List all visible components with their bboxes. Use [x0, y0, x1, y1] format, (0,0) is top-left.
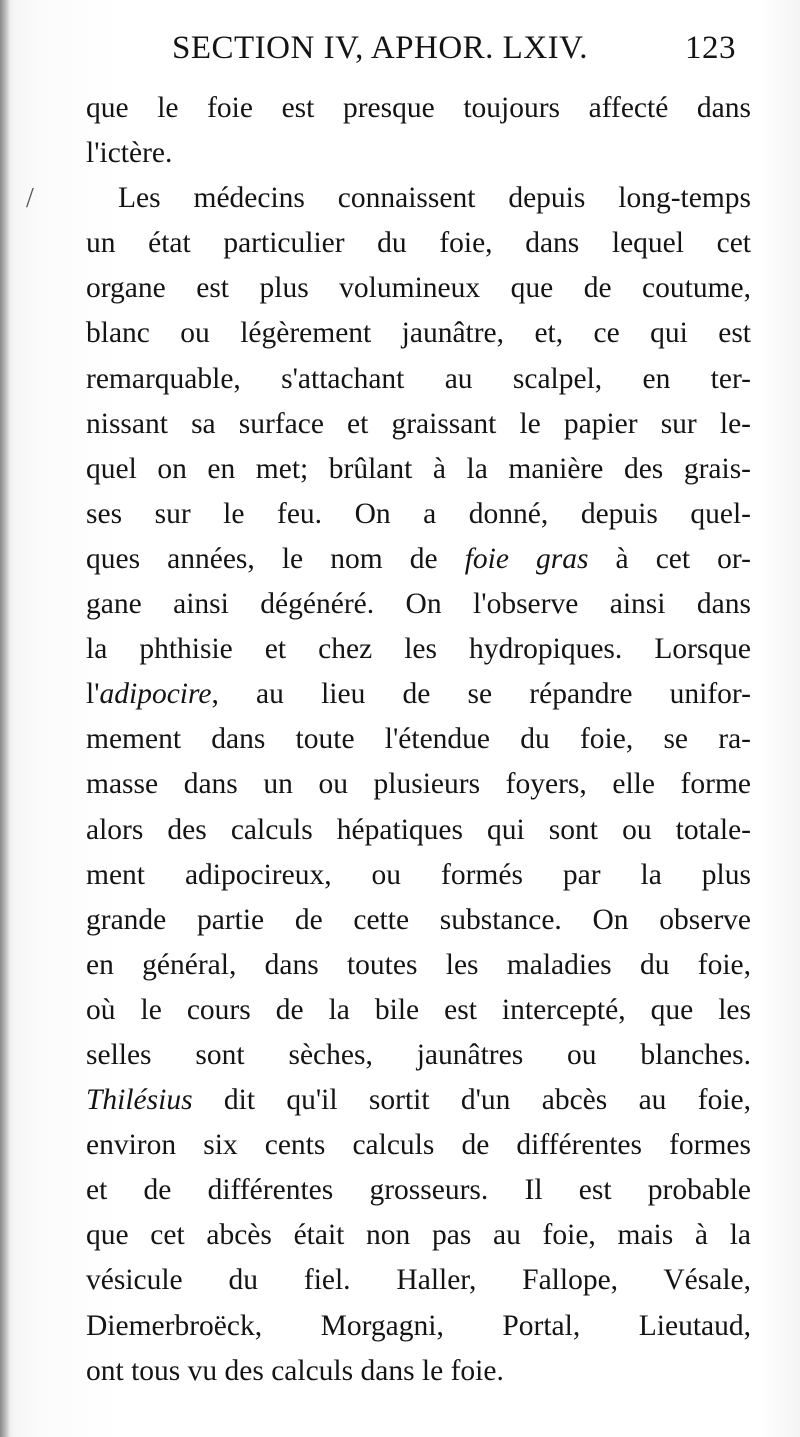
text-line [86, 582, 751, 627]
text-line [86, 1123, 751, 1168]
text-run: organe est plus volumineux que de coutume, [86, 272, 751, 305]
text-line [86, 943, 751, 988]
text-line [86, 808, 751, 853]
text-run: ses sur le feu. On a donné, depuis quel- [86, 497, 751, 530]
text-run: ques années, le nom de [86, 542, 465, 575]
text-run: selles sont sèches, jaunâtres ou blanches. [86, 1038, 751, 1071]
text-run: l'ictère. [86, 137, 173, 170]
running-head [100, 24, 750, 76]
text-line [86, 447, 751, 492]
text-line [86, 221, 751, 266]
text-line [86, 1168, 751, 1213]
text-line [86, 988, 751, 1033]
page-number: 123 [685, 30, 736, 66]
text-run: nissant sa surface et graissant le papier sur le- [86, 407, 751, 440]
text-run: Les médecins connaissent depuis long-temps [118, 182, 751, 215]
text-line [86, 1213, 751, 1258]
text-run: un état particulier du foie, dans lequel cet [86, 227, 751, 260]
text-run: vésicule du fiel. Haller, Fallope, Vésale, [86, 1264, 751, 1297]
italic-term: adipocire [99, 678, 212, 711]
text-line [86, 266, 751, 311]
text-line [86, 357, 751, 402]
text-line [86, 537, 751, 582]
text-run: ont tous vu des calculs dans le foie. [86, 1354, 504, 1387]
text-run: mement dans toute l'étendue du foie, se ra- [86, 723, 751, 756]
text-line [86, 1033, 751, 1078]
text-run: alors des calculs hépatiques qui sont ou totale- [86, 813, 751, 846]
text-run: à cet or- [588, 542, 751, 575]
text-line [86, 1349, 751, 1394]
body-text [86, 86, 751, 1394]
text-line [86, 627, 751, 672]
text-line [86, 1304, 751, 1349]
text-line [86, 1258, 751, 1303]
text-run: remarquable, s'attachant au scalpel, en ter- [86, 362, 751, 395]
text-line [86, 402, 751, 447]
text-line [86, 311, 751, 356]
text-run: environ six cents calculs de différentes formes [86, 1129, 751, 1162]
text-line [86, 492, 751, 537]
text-run: en général, dans toutes les maladies du foie, [86, 948, 751, 981]
italic-term: foie gras [464, 542, 589, 575]
text-line [86, 1078, 751, 1123]
text-run: où le cours de la bile est intercepté, que les [86, 993, 751, 1026]
text-run: grande partie de cette substance. On observe [86, 903, 751, 936]
italic-term: Thilésius [86, 1084, 193, 1117]
text-run: blanc ou légèrement jaunâtre, et, ce qui est [86, 317, 751, 350]
text-run: que cet abcès était non pas au foie, mais à la [86, 1219, 751, 1252]
text-run: Diemerbroëck, Morgagni, Portal, Lieutaud, [86, 1309, 751, 1342]
text-run: , au lieu de se répandre unifor- [211, 678, 751, 711]
margin-pencil-mark: / [26, 183, 34, 214]
text-run: masse dans un ou plusieurs foyers, elle forme [86, 768, 751, 801]
text-line [86, 176, 751, 221]
gutter-shadow [0, 0, 10, 1437]
text-line [86, 131, 751, 176]
running-title: SECTION IV, APHOR. LXIV. [172, 30, 588, 66]
text-line [86, 717, 751, 762]
text-run: gane ainsi dégénéré. On l'observe ainsi dans [86, 588, 751, 621]
text-run: que le foie est presque toujours affecté dans [86, 92, 751, 124]
text-run: et de différentes grosseurs. Il est probable [86, 1174, 751, 1207]
text-run: l' [86, 678, 100, 711]
text-run: quel on en met; brûlant à la manière des grais- [86, 452, 751, 485]
text-line [86, 672, 751, 717]
text-line [86, 898, 751, 943]
text-line [86, 853, 751, 898]
text-run: la phthisie et chez les hydropiques. Lorsque [86, 633, 751, 666]
text-run: dit qu'il sortit d'un abcès au foie, [192, 1084, 751, 1117]
text-line [86, 86, 751, 131]
text-run: ment adipocireux, ou formés par la plus [86, 858, 751, 891]
text-line [86, 762, 751, 807]
